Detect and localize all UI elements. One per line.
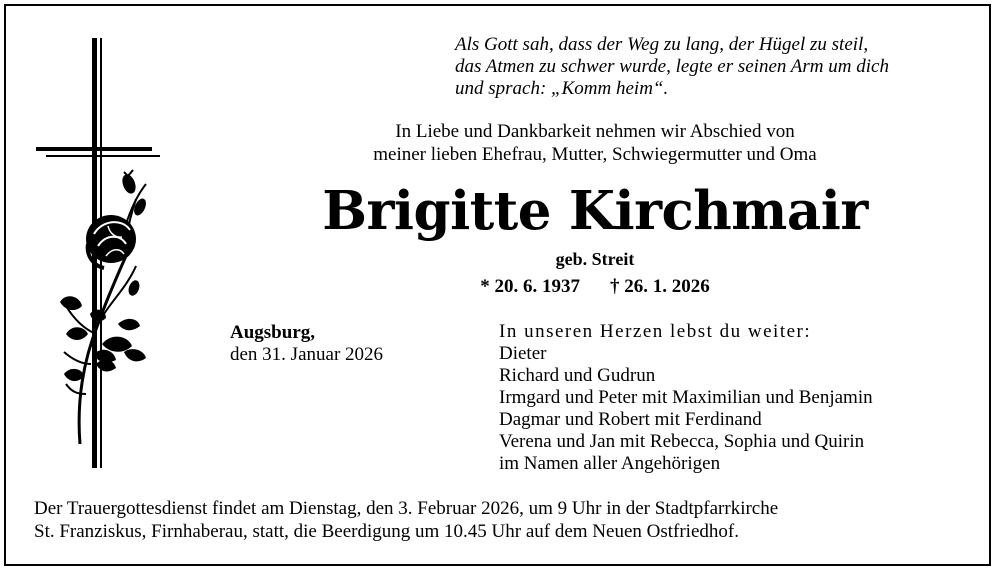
mourner-entry: Dieter [499,343,547,364]
intro-line: meiner lieben Ehefrau, Mutter, Schwiegermutter und Oma [373,144,817,165]
farewell-intro [300,120,890,166]
intro-line: In Liebe und Dankbarkeit nehmen wir Abschied von [395,121,795,142]
notice-date: den 31. Januar 2026 [230,344,384,365]
place-and-date [230,322,383,366]
poem-line: das Atmen zu schwer wurde, legte er seinen Arm um dich [455,56,889,77]
birth-date: * 20. 6. 1937 [480,276,580,297]
mourner-entry: Richard und Gudrun [499,365,656,386]
maiden-name: geb. Streit [555,249,635,269]
service-line: St. Franziskus, Firnhaberau, statt, die Beerdigung um 10.45 Uhr auf dem Neuen Ostfriedhof. [34,521,739,542]
poem-line: Als Gott sah, dass der Weg zu lang, der Hügel zu steil, [455,34,869,55]
cross-with-rose-icon [36,34,166,479]
service-info [34,497,974,543]
mourner-entry: im Namen aller Angehörigen [499,453,721,474]
poem-line: und sprach: „Komm heim“. [455,78,669,99]
service-line: Der Trauergottesdienst findet am Dienstag, den 3. Februar 2026, um 9 Uhr in der Stadtpfarrkirche [34,498,779,519]
poem [455,34,975,100]
life-dates [300,276,890,298]
mourners-list [499,321,979,475]
mourner-entry: Dagmar und Robert mit Ferdinand [499,409,762,430]
death-date: † 26. 1. 2026 [610,276,710,297]
mourners-lead: In unseren Herzen lebst du weiter: [499,321,812,342]
place-city: Augsburg, [230,322,315,343]
mourner-entry: Irmgard und Peter mit Maximilian und Benjamin [499,387,873,408]
mourner-entry: Verena und Jan mit Rebecca, Sophia und Quirin [499,431,865,452]
deceased-name: Brigitte Kirchmair [322,180,868,242]
